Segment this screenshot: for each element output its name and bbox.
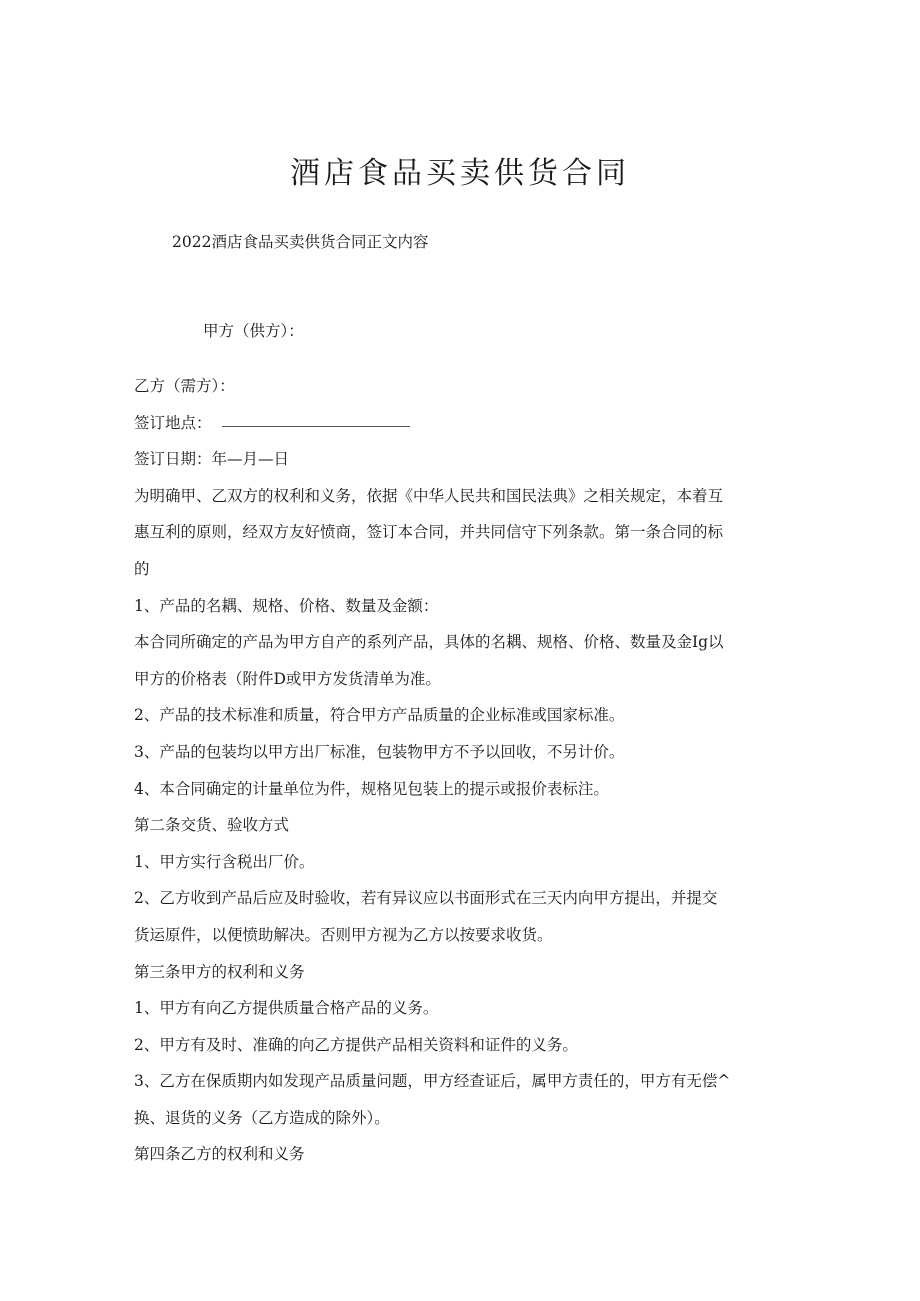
body-line: 换、退货的义务（乙方造成的除外）。 — [134, 1108, 390, 1127]
sign-place-blank — [222, 425, 410, 427]
body-line: 为明确甲、乙双方的权利和义务，依据《中华人民共和国民法典》之相关规定，本着互 — [134, 486, 724, 505]
document-title: 酒店食品买卖供货合同 — [290, 156, 630, 191]
body-line: 的 — [134, 559, 150, 578]
body-line: 1、甲方有向乙方提供质量合格产品的义务。 — [134, 999, 439, 1018]
body-line: 2、乙方收到产品后应及时验收，若有异议应以书面形式在三天内向甲方提出，并提交 — [134, 889, 718, 908]
sign-place-row — [134, 405, 784, 442]
party-a-label: 甲方（供方）： — [203, 322, 304, 340]
section-heading: 第四条乙方的权利和义务 — [134, 1145, 305, 1164]
body-line: 甲方的价格表（附件D或甲方发货清单为准。 — [134, 669, 441, 688]
body-line: 本合同所确定的产品为甲方自产的系列产品，具体的名耦、规格、价格、数量及金Ig以 — [134, 633, 724, 652]
section-heading: 第三条甲方的权利和义务 — [134, 962, 305, 981]
sign-date-line: 签订日期：年—月—日 — [134, 450, 290, 469]
document-subtitle: 2022酒店食品买卖供货合同正文内容 — [172, 233, 429, 251]
section-heading: 第二条交货、验收方式 — [134, 816, 290, 835]
body-line: 2、甲方有及时、准确的向乙方提供产品相关资料和证件的义务。 — [134, 1035, 578, 1054]
body-line: 1、产品的名耦、规格、价格、数量及金额： — [134, 596, 439, 615]
body-line: 货运原件，以便愤助解决。否则甲方视为乙方以按要求收货。 — [134, 925, 553, 944]
party-b-label: 乙方（需方）： — [134, 377, 235, 395]
body-line: 惠互利的原则，经双方友好愤商，签订本合同，并共同信守下列条款。第一条合同的标 — [134, 523, 724, 542]
contract-body — [134, 368, 784, 1173]
body-line: 4、本合同确定的计量单位为件，规格见包装上的提示或报价表标注。 — [134, 779, 609, 798]
contract-lines — [134, 478, 784, 1173]
body-line: 3、产品的包装均以甲方出厂标准，包装物甲方不予以回收，不另计价。 — [134, 742, 625, 761]
body-line: 2、产品的技术标准和质量，符合甲方产品质量的企业标准或国家标准。 — [134, 706, 625, 725]
body-line: 3、乙方在保质期内如发现产品质量问题，甲方经查证后，属甲方责任的，甲方有无偿^ — [134, 1072, 731, 1091]
body-line: 1、甲方实行含税出厂价。 — [134, 852, 315, 871]
sign-place-label: 签订地点： — [134, 413, 212, 432]
